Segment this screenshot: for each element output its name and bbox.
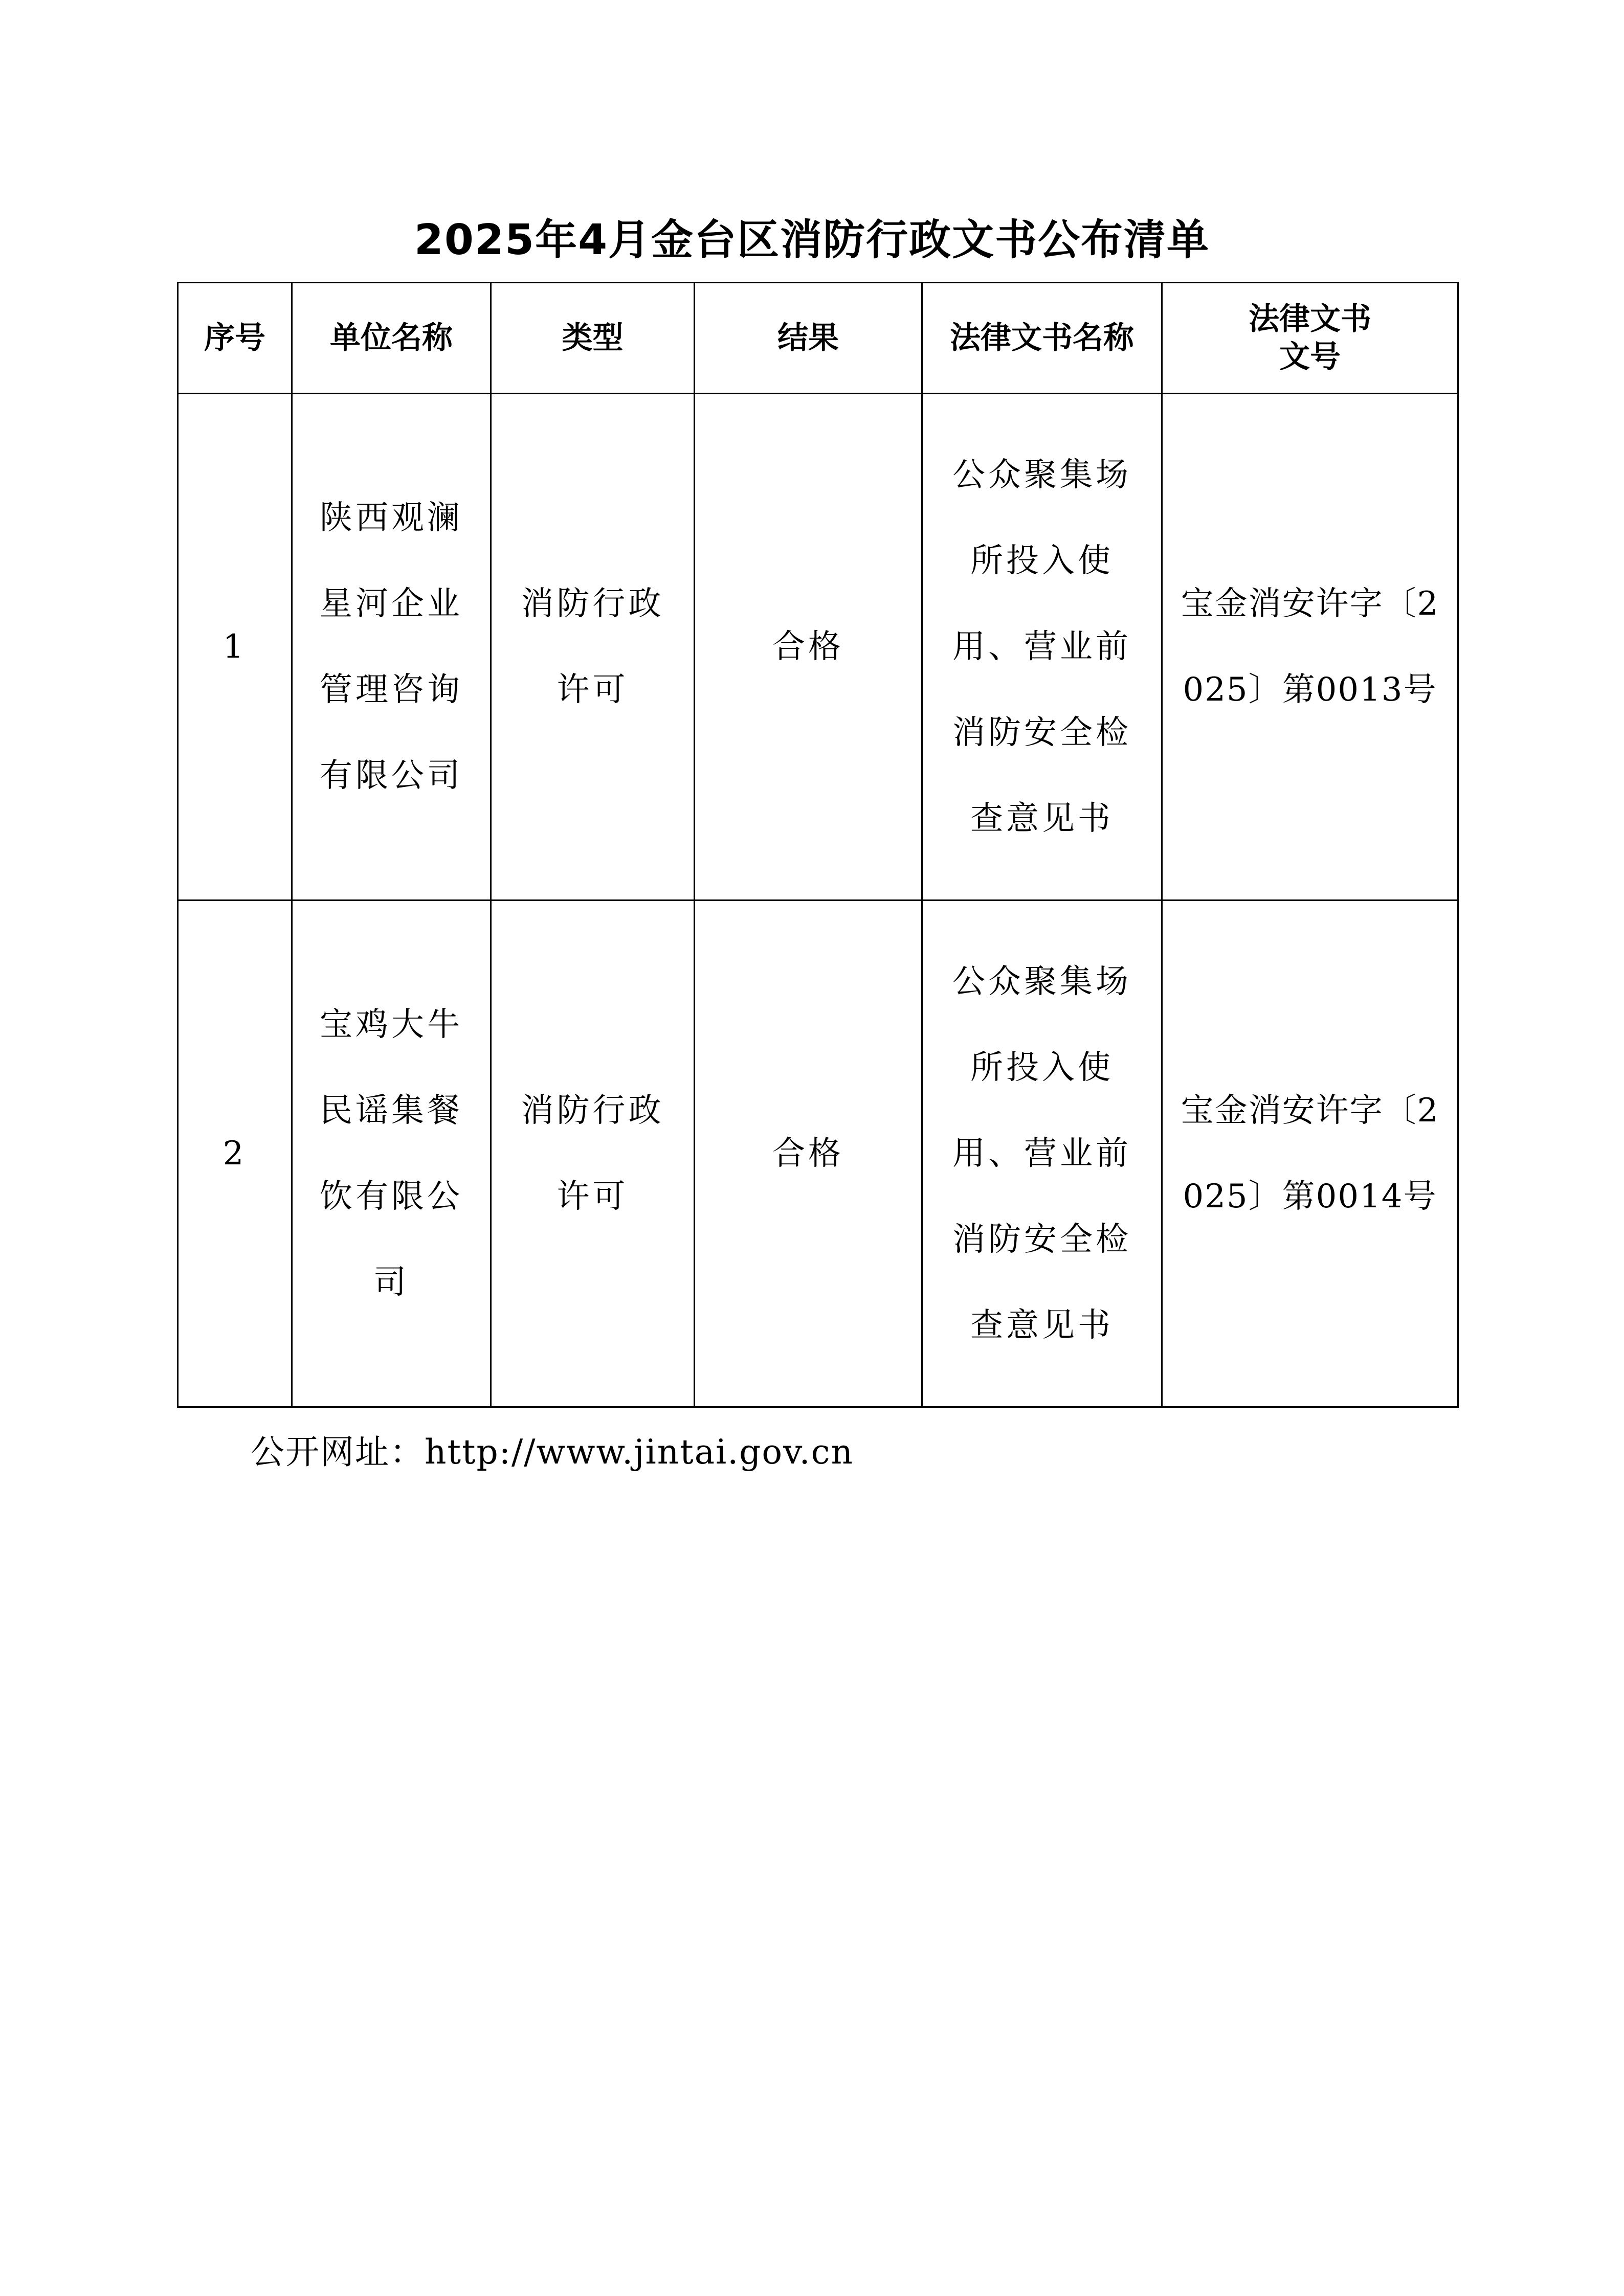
table-header-row	[178, 283, 1458, 394]
header-doc-no	[1162, 283, 1458, 394]
header-type: 类型	[491, 283, 695, 394]
unit-name-text: 宝鸡大牛民谣集餐饮有限公司	[320, 1006, 463, 1301]
row-type	[491, 394, 695, 901]
row-seq: 2	[178, 901, 292, 1407]
doc-name-text: 公众聚集场所投入使用、营业前消防安全检查意见书	[952, 963, 1131, 1344]
row-seq: 1	[178, 394, 292, 901]
type-text: 消防行政许可	[521, 585, 664, 709]
header-unit-name: 单位名称	[292, 283, 491, 394]
table-row	[178, 901, 1458, 1407]
header-result: 结果	[695, 283, 922, 394]
doc-no-text: 宝金消安许字〔2025〕第0013号	[1181, 585, 1439, 709]
public-url-note: 公开网址：http://www.jintai.gov.cn	[251, 1432, 854, 1472]
header-doc-no-line2: 文号	[1279, 339, 1341, 375]
unit-name-text: 陕西观澜星河企业管理咨询有限公司	[320, 499, 463, 795]
type-text: 消防行政许可	[521, 1092, 664, 1215]
row-type	[491, 901, 695, 1407]
page-title: 2025年4月金台区消防行政文书公布清单	[414, 216, 1210, 264]
table-row	[178, 394, 1458, 901]
header-doc-no-line1: 法律文书	[1249, 301, 1371, 337]
header-doc-name: 法律文书名称	[922, 283, 1162, 394]
row-doc-no	[1162, 901, 1458, 1407]
document-table	[177, 282, 1459, 1408]
row-doc-name	[922, 394, 1162, 901]
header-seq: 序号	[178, 283, 292, 394]
doc-name-text: 公众聚集场所投入使用、营业前消防安全检查意见书	[952, 456, 1131, 838]
doc-no-text: 宝金消安许字〔2025〕第0014号	[1181, 1092, 1439, 1215]
row-result: 合格	[695, 901, 922, 1407]
row-result: 合格	[695, 394, 922, 901]
row-unit-name	[292, 901, 491, 1407]
row-doc-no	[1162, 394, 1458, 901]
row-unit-name	[292, 394, 491, 901]
row-doc-name	[922, 901, 1162, 1407]
